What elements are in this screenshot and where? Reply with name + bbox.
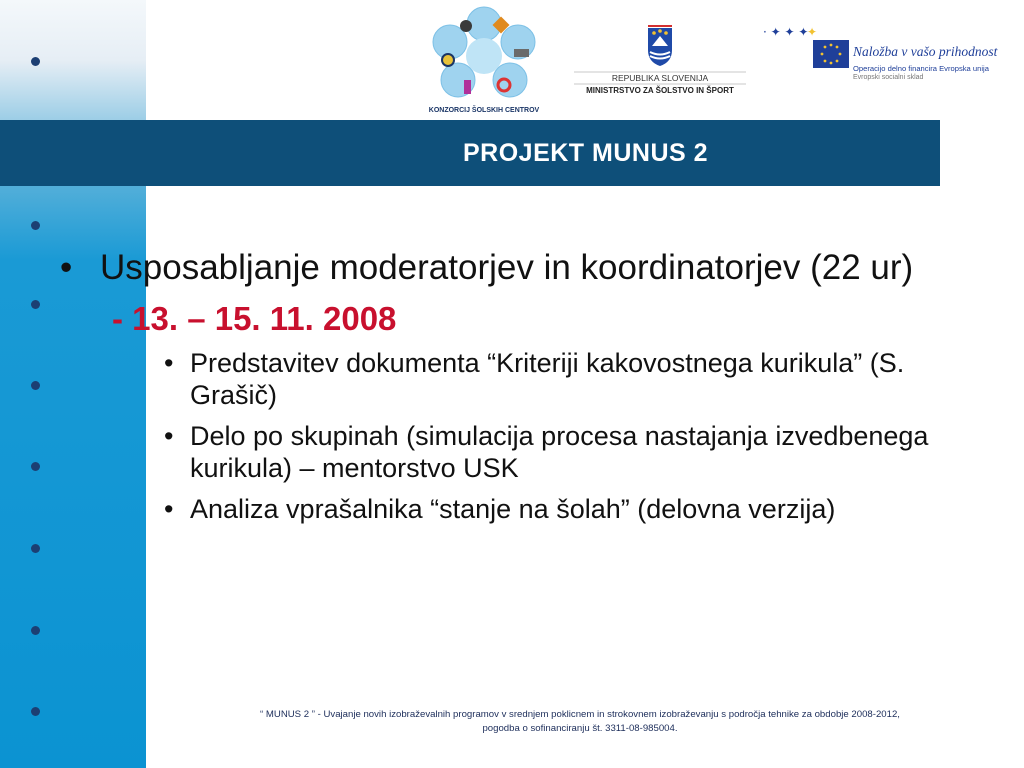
eu-flag-icon: [813, 40, 849, 68]
machine-icon: [514, 49, 529, 57]
eu-stars-icon: [763, 25, 823, 39]
sidebar-dot: [31, 626, 40, 635]
eu-slogan: Naložba v vašo prihodnost: [853, 44, 998, 59]
footer: [220, 708, 940, 736]
sub-bullet-item: [60, 493, 940, 525]
sidebar-dot: [31, 462, 40, 471]
bullet-icon: •: [60, 248, 73, 287]
ministrstvo-text: MINISTRSTVO ZA ŠOLSTVO IN ŠPORT: [586, 86, 734, 95]
badge-icon: [442, 54, 454, 66]
sub-bullet-item: [60, 347, 940, 411]
date-range: - 13. – 15. 11. 2008: [112, 300, 397, 337]
main-bullet-text: Usposabljanje moderatorjev in koordinatorjev (22 ur): [100, 248, 914, 287]
sub-bullet-text: Analiza vprašalnika “stanje na šolah” (delovna verzija): [190, 494, 836, 524]
bullet-icon: •: [164, 494, 174, 524]
svg-text:· ✦ ✦ ✦: · ✦ ✦ ✦: [763, 25, 809, 39]
eu-funding-text: Operacijo delno financira Evropska unija: [853, 64, 989, 73]
sidebar-dot: [31, 544, 40, 553]
sidebar-dot: [31, 300, 40, 309]
sidebar-dot: [31, 381, 40, 390]
konzorcij-logo: [424, 2, 544, 120]
sidebar-dot: [31, 707, 40, 716]
gear-icon: [460, 20, 472, 32]
eu-fund-name: Evropski socialni sklad: [853, 74, 924, 81]
sub-bullet-text: Predstavitev dokumenta “Kriteriji kakovostnega kurikula” (S. Grašič): [190, 348, 905, 410]
bullet-icon: •: [164, 421, 174, 451]
sub-bullet-item: [60, 420, 940, 484]
slide-content: [60, 246, 940, 525]
republika-text: REPUBLIKA SLOVENIJA: [611, 73, 709, 83]
main-bullet-item: [60, 246, 940, 290]
phone-icon: [464, 80, 471, 94]
sub-bullet-text: Delo po skupinah (simulacija procesa nastajanja izvedbenega kurikula) – mentorstvo USK: [190, 421, 929, 483]
footer-line-1: “ MUNUS 2 ” - Uvajanje novih izobraževalnih programov v srednjem poklicnem in strokovnem izobraževanju s področja tehnike za obdobje 2008-2012,: [260, 709, 900, 720]
bullet-icon: •: [164, 348, 174, 378]
svg-text:✦: ✦: [807, 25, 818, 39]
konzorcij-caption: KONZORCIJ ŠOLSKIH CENTROV: [428, 107, 540, 114]
page-title: PROJEKT MUNUS 2: [463, 139, 709, 167]
sidebar-dot: [31, 221, 40, 230]
sidebar-dot: [31, 57, 40, 66]
footer-line-2: pogodba o sofinanciranju št. 3311-08-985004.: [482, 723, 678, 734]
